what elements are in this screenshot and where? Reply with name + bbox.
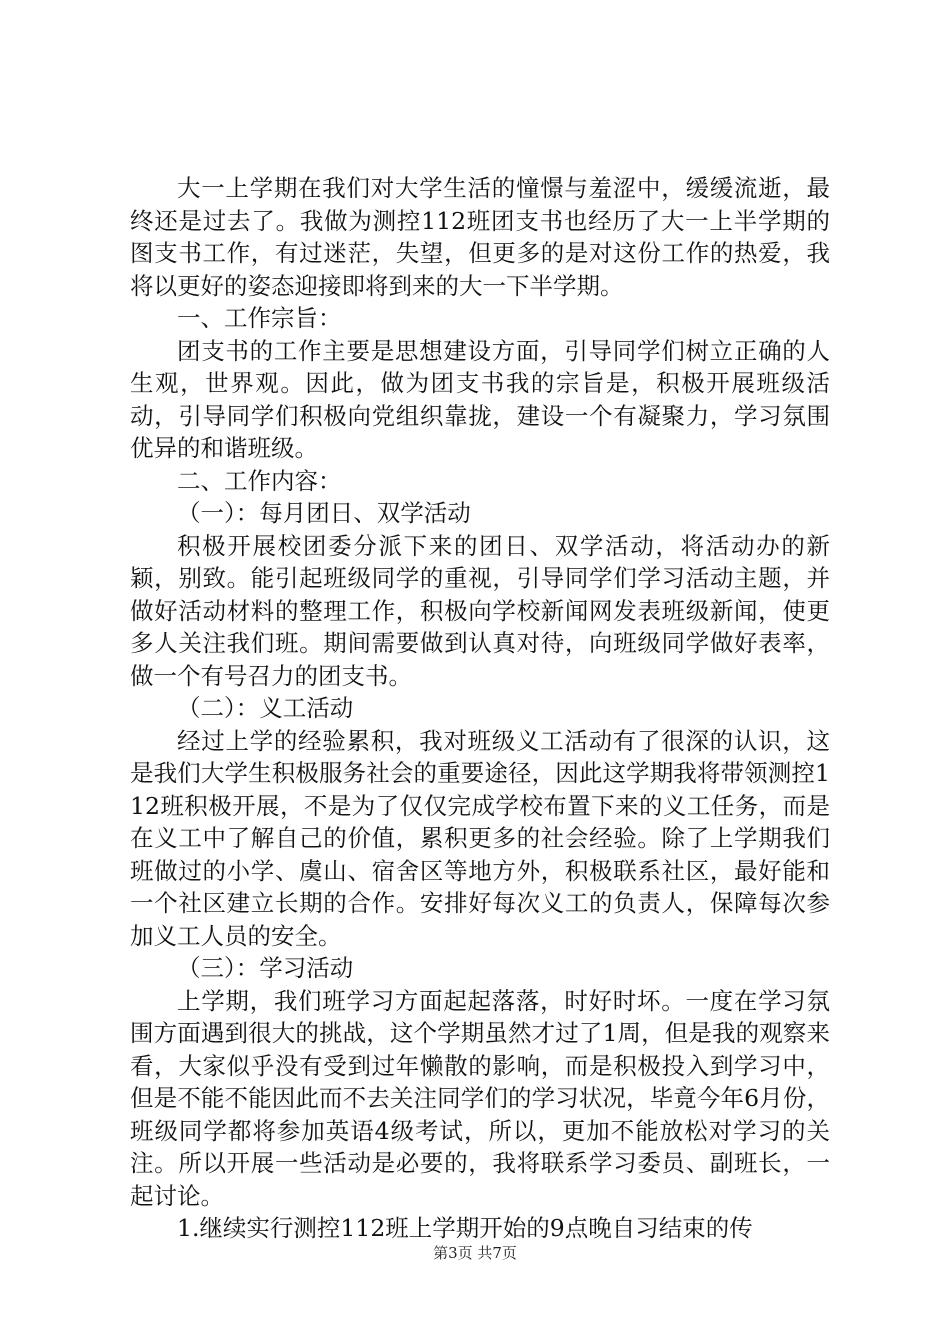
paragraph-volunteer: 经过上学的经验累积，我对班级义工活动有了很深的认识，这是我们大学生积极服务社会的重要途径，因此这学期我将带领测控112班积极开展，不是为了仅仅完成学校布置下来的义工任务，而是在义工中了解自己的价值，累积更多的社会经验。除了上学期我们班做过的小学、虞山、宿舍区等地方外，积极联系社区，最好能和一个社区建立长期的合作。安排好每次义工的负责人，保障每次参加义工人员的安全。 [130, 726, 830, 950]
section-heading-purpose: 一、工作宗旨： [177, 304, 342, 332]
list-item-1: 1.继续实行测控112班上学期开始的9点晚自习结束的传 [177, 1214, 753, 1242]
paragraph-study: 上学期，我们班学习方面起起落落，时好时坏。一度在学习氛围方面遇到很大的挑战，这个学期虽然才过了1周，但是我的观察来看，大家似乎没有受到过年懒散的影响，而是积极投入到学习中，但是不能不能因此而不去关注同学们的学习状况，毕竟今年6月份，班级同学都将参加英语4级考试，所以，更加不能放松对学习的关注。所以开展一些活动是必要的，我将联系学习委员、副班长，一起讨论。 [130, 986, 830, 1210]
paragraph-purpose: 团支书的工作主要是思想建设方面，引导同学们树立正确的人生观，世界观。因此，做为团支书我的宗旨是，积极开展班级活动，引导同学们积极向党组织靠拢，建设一个有凝聚力，学习氛围优异的和谐班级。 [130, 336, 830, 462]
subheading-monthly-activity: （一）：每月团日、双学活动 [177, 499, 471, 527]
subheading-volunteer: （二）：义工活动 [177, 694, 354, 722]
page-footer: 第3页 共7页 [433, 1244, 517, 1262]
subheading-study: （三）：学习活动 [177, 954, 354, 982]
paragraph-monthly-activity: 积极开展校团委分派下来的团日、双学活动，将活动办的新颖，别致。能引起班级同学的重视，引导同学们学习活动主题，并做好活动材料的整理工作，积极向学校新闻网发表班级新闻，使更多人关注我们班。期间需要做到认真对待，向班级同学做好表率，做一个有号召力的团支书。 [130, 531, 830, 690]
section-heading-content: 二、工作内容： [177, 466, 342, 495]
paragraph-intro: 大一上学期在我们对大学生活的憧憬与羞涩中，缓缓流逝，最终还是过去了。我做为测控112班团支书也经历了大一上半学期的图支书工作，有过迷茫，失望，但更多的是对这份工作的热爱，我将以更好的姿态迎接即将到来的大一下半学期。 [130, 174, 830, 300]
document-body [130, 172, 830, 1245]
